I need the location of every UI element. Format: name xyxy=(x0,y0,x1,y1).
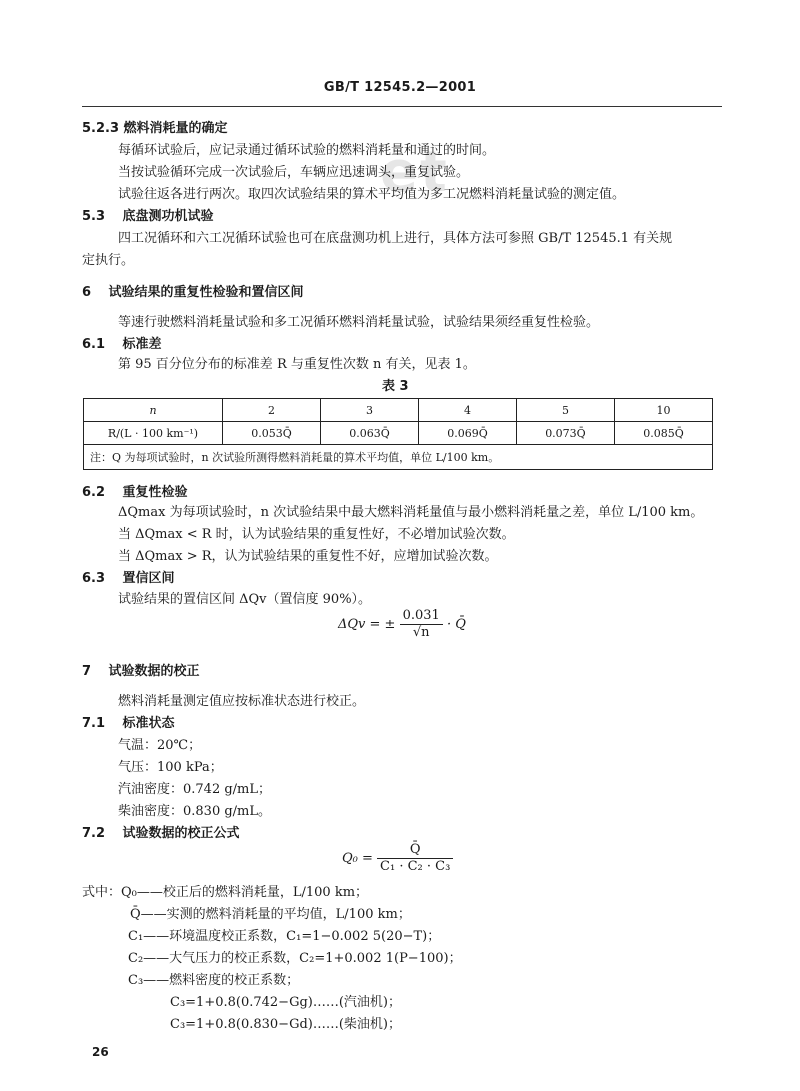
paragraph: 当 ΔQmax < R 时，认为试验结果的重复性好，不必增加试验次数。 xyxy=(118,527,515,542)
table-header-cell: 3 xyxy=(320,399,418,422)
list-item: 气温：20℃； xyxy=(118,738,202,753)
correction-formula xyxy=(342,842,453,875)
definition-item: C₁——环境温度校正系数，C₁=1−0.002 5(20−T)； xyxy=(128,929,441,944)
table-cell: 0.063Q̄ xyxy=(320,422,418,445)
paragraph: 当按试验循环完成一次试验后，车辆应迅速调头，重复试验。 xyxy=(118,165,470,180)
paragraph: 试验往返各进行两次。取四次试验结果的算术平均值为多工况燃料消耗量试验的测定值。 xyxy=(118,187,626,202)
list-item: 柴油密度：0.830 g/mL。 xyxy=(118,804,272,819)
formula-lhs: Q₀ = xyxy=(342,851,373,866)
section-number: 7.2 xyxy=(82,826,106,841)
page-number: 26 xyxy=(92,1045,109,1059)
section-title: 试验结果的重复性检验和置信区间 xyxy=(108,285,304,300)
header-rule xyxy=(82,106,722,107)
section-number: 5.2.3 xyxy=(82,121,120,136)
definition-item: C₂——大气压力的校正系数，C₂=1+0.002 1(P−100)； xyxy=(128,951,462,966)
definition-item: C₃——燃料密度的校正系数； xyxy=(128,973,300,988)
table-header-cell: 2 xyxy=(223,399,321,422)
section-title: 试验数据的校正公式 xyxy=(122,826,240,841)
section-number: 6.2 xyxy=(82,485,106,500)
section-number: 7.1 xyxy=(82,716,106,731)
section-7-heading xyxy=(82,663,200,681)
paragraph: 试验结果的置信区间 ΔQv（置信度 90%）。 xyxy=(118,592,372,607)
formula-rhs: · Q̄ xyxy=(446,617,466,632)
section-6-heading xyxy=(82,284,304,302)
formula-fraction xyxy=(400,608,443,641)
section-title: 燃料消耗量的确定 xyxy=(123,121,228,136)
section-title: 标准状态 xyxy=(122,716,175,731)
section-number: 5.3 xyxy=(82,209,106,224)
section-title: 标准差 xyxy=(122,337,162,352)
formula-fraction xyxy=(377,842,453,875)
section-title: 底盘测功机试验 xyxy=(122,209,214,224)
section-6-1-heading xyxy=(82,336,162,354)
section-number: 6.1 xyxy=(82,337,106,352)
section-title: 置信区间 xyxy=(122,571,175,586)
paragraph: 当 ΔQmax > R，认为试验结果的重复性不好，应增加试验次数。 xyxy=(118,549,498,564)
definition-item: C₃=1+0.8(0.742−Gg)……(汽油机)； xyxy=(170,995,401,1010)
formula-denominator: C₁ · C₂ · C₃ xyxy=(380,859,451,874)
table-header-row xyxy=(84,399,713,422)
definition-item: 式中：Q₀——校正后的燃料消耗量，L/100 km； xyxy=(82,885,369,900)
paragraph: 每循环试验后，应记录通过循环试验的燃料消耗量和通过的时间。 xyxy=(118,143,496,158)
table-cell: 0.069Q̄ xyxy=(418,422,516,445)
paragraph: 燃料消耗量测定值应按标准状态进行校正。 xyxy=(118,694,366,709)
paragraph: ΔQmax 为每项试验时，n 次试验结果中最大燃料消耗量值与最小燃料消耗量之差，单位 L/100 km。 xyxy=(118,505,704,520)
table-header-cell: n xyxy=(84,399,223,422)
formula-numerator: 0.031 xyxy=(400,608,443,625)
paragraph: 等速行驶燃料消耗量试验和多工况循环燃料消耗量试验，试验结果须经重复性检验。 xyxy=(118,315,600,330)
table-note-row xyxy=(84,445,713,470)
section-title: 重复性检验 xyxy=(122,485,188,500)
table-caption: 表 3 xyxy=(382,379,409,394)
list-item: 汽油密度：0.742 g/mL； xyxy=(118,782,272,797)
section-6-3-heading xyxy=(82,570,175,588)
table-cell: 0.053Q̄ xyxy=(223,422,321,445)
table-cell: R/(L · 100 km⁻¹) xyxy=(84,422,223,445)
table-header-cell: 5 xyxy=(516,399,614,422)
paragraph: 第 95 百分位分布的标准差 R 与重复性次数 n 有关，见表 1。 xyxy=(118,357,476,372)
section-title: 试验数据的校正 xyxy=(108,664,200,679)
formula-lhs: ΔQv = ± xyxy=(338,617,396,632)
formula-denominator: √n xyxy=(412,625,430,640)
table-row xyxy=(84,422,713,445)
section-number: 6 xyxy=(82,285,92,300)
definition-item: Q̄——实测的燃料消耗量的平均值，L/100 km； xyxy=(130,907,411,922)
table-header-cell: 4 xyxy=(418,399,516,422)
table-cell: 0.073Q̄ xyxy=(516,422,614,445)
section-number: 6.3 xyxy=(82,571,106,586)
watermark: et xyxy=(380,140,449,205)
section-number: 7 xyxy=(82,664,92,679)
table-note: 注：Q 为每项试验时，n 次试验所测得燃料消耗量的算术平均值，单位 L/100 km。 xyxy=(84,445,713,470)
section-6-2-heading xyxy=(82,484,188,502)
confidence-formula xyxy=(338,608,466,641)
section-5-3-heading xyxy=(82,208,214,226)
table-cell: 0.085Q̄ xyxy=(614,422,712,445)
formula-numerator: Q̄ xyxy=(377,842,453,859)
section-7-2-heading xyxy=(82,825,240,843)
definition-item: C₃=1+0.8(0.830−Gd)……(柴油机)； xyxy=(170,1017,401,1032)
list-item: 气压：100 kPa； xyxy=(118,760,223,775)
section-5-2-3-heading xyxy=(82,120,228,138)
table-3 xyxy=(83,398,713,470)
page-header: GB/T 12545.2—2001 xyxy=(323,80,477,95)
table-header-cell: 10 xyxy=(614,399,712,422)
paragraph: 定执行。 xyxy=(82,253,135,268)
paragraph: 四工况循环和六工况循环试验也可在底盘测功机上进行，具体方法可参照 GB/T 12545.1 有关规 xyxy=(118,231,673,246)
section-7-1-heading xyxy=(82,715,175,733)
